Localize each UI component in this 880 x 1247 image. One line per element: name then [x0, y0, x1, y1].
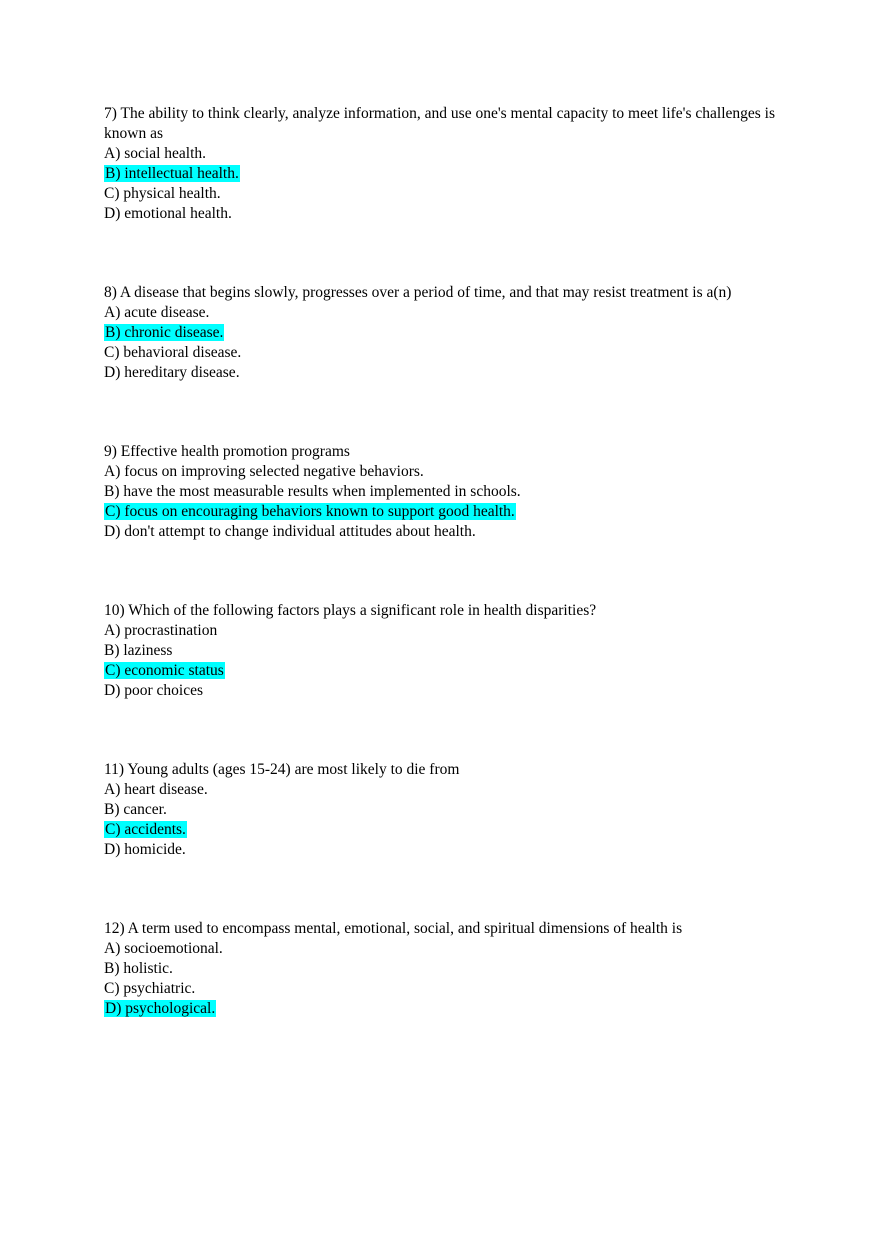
answer-option-b-correct — [104, 164, 794, 184]
question-9 — [104, 442, 794, 542]
question-stem: 12) A term used to encompass mental, emotional, social, and spiritual dimensions of health is — [104, 920, 683, 937]
option-text: B) have the most measurable results when implemented in schools. — [104, 483, 521, 500]
question-8 — [104, 283, 794, 383]
answer-option-a — [104, 144, 794, 164]
option-text: C) behavioral disease. — [104, 344, 242, 361]
option-text: B) holistic. — [104, 960, 173, 977]
option-text: A) focus on improving selected negative behaviors. — [104, 463, 424, 480]
option-text: A) social health. — [104, 145, 207, 162]
option-text: C) psychiatric. — [104, 980, 196, 997]
answer-option-a — [104, 303, 794, 323]
answer-option-b-correct — [104, 323, 794, 343]
option-text: B) cancer. — [104, 801, 167, 818]
option-text-highlighted: B) intellectual health. — [105, 165, 239, 182]
option-text: A) acute disease. — [104, 304, 210, 321]
question-stem: 8) A disease that begins slowly, progresses over a period of time, and that may resist treatment is a(n) — [104, 284, 732, 301]
option-text-highlighted: B) chronic disease. — [105, 324, 224, 341]
answer-option-d — [104, 204, 794, 224]
option-text: A) heart disease. — [104, 781, 208, 798]
option-text-highlighted: C) focus on encouraging behaviors known to support good health. — [105, 503, 515, 520]
answer-option-d — [104, 840, 794, 860]
question-7 — [104, 104, 794, 224]
answer-option-a — [104, 939, 794, 959]
answer-option-c-correct — [104, 820, 794, 840]
answer-option-a — [104, 621, 794, 641]
question-stem: 9) Effective health promotion programs — [104, 443, 350, 460]
option-text-highlighted: D) psychological. — [105, 1000, 216, 1017]
answer-option-b — [104, 641, 794, 661]
answer-option-c — [104, 343, 794, 363]
question-stem: 10) Which of the following factors plays a significant role in health disparities? — [104, 602, 597, 619]
question-12 — [104, 919, 794, 1019]
question-stem: 7) The ability to think clearly, analyze information, and use one's mental capacity to meet life's challenges is known as — [104, 105, 776, 142]
option-text: D) hereditary disease. — [104, 364, 240, 381]
answer-option-b — [104, 800, 794, 820]
answer-option-a — [104, 780, 794, 800]
answer-option-b — [104, 959, 794, 979]
answer-option-d — [104, 681, 794, 701]
option-text: D) poor choices — [104, 682, 203, 699]
option-text: A) socioemotional. — [104, 940, 223, 957]
answer-option-d — [104, 363, 794, 383]
answer-option-c — [104, 184, 794, 204]
question-10 — [104, 601, 794, 701]
answer-option-a — [104, 462, 794, 482]
answer-option-b — [104, 482, 794, 502]
question-list — [104, 104, 794, 1078]
question-11 — [104, 760, 794, 860]
option-text: D) don't attempt to change individual attitudes about health. — [104, 523, 476, 540]
option-text: C) physical health. — [104, 185, 221, 202]
option-text-highlighted: C) accidents. — [105, 821, 186, 838]
option-text: B) laziness — [104, 642, 173, 659]
option-text: D) homicide. — [104, 841, 186, 858]
answer-option-c-correct — [104, 502, 794, 522]
answer-option-d — [104, 522, 794, 542]
answer-option-d-correct — [104, 999, 794, 1019]
option-text: A) procrastination — [104, 622, 218, 639]
question-stem: 11) Young adults (ages 15-24) are most likely to die from — [104, 761, 460, 778]
answer-option-c — [104, 979, 794, 999]
option-text: D) emotional health. — [104, 205, 232, 222]
answer-option-c-correct — [104, 661, 794, 681]
option-text-highlighted: C) economic status — [105, 662, 224, 679]
